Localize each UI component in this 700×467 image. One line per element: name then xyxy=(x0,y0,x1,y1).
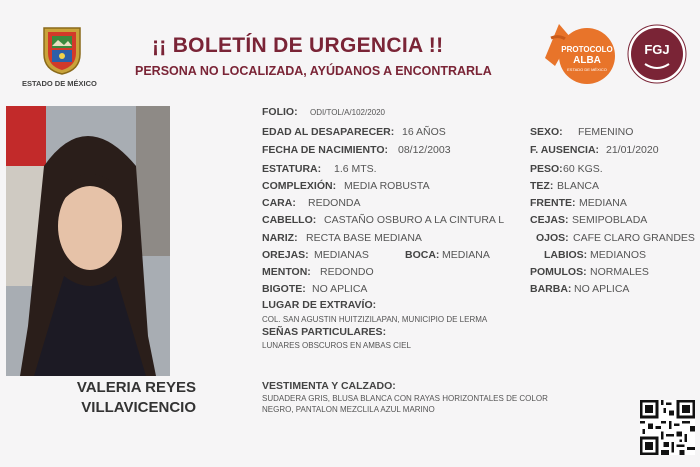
edad-label: EDAD AL DESAPARECER: xyxy=(262,126,395,138)
estatura-label: ESTATURA: xyxy=(262,163,322,175)
barba-value: NO APLICA xyxy=(574,283,630,295)
person-name-line1: VALERIA REYES xyxy=(76,379,196,396)
peso-value: 60 KGS. xyxy=(563,163,603,175)
extravio-label: LUGAR DE EXTRAVÍO: xyxy=(262,299,377,311)
missing-person-photo xyxy=(6,106,170,376)
cara-label: CARA: xyxy=(262,197,296,209)
cejas-value: SEMIPOBLADA xyxy=(572,214,648,226)
qr-code-icon[interactable] xyxy=(640,400,695,455)
tez-label: TEZ: xyxy=(530,180,554,192)
peso-label: PESO: xyxy=(530,163,563,175)
cejas-label: CEJAS: xyxy=(530,214,569,226)
nariz-value: RECTA BASE MEDIANA xyxy=(306,232,422,244)
estatura-value: 1.6 MTS. xyxy=(334,163,377,175)
pomulos-label: POMULOS: xyxy=(530,266,587,278)
ausencia-value: 21/01/2020 xyxy=(606,144,659,156)
nacimiento-value: 08/12/2003 xyxy=(398,144,451,156)
extravio-value: COL. SAN AGUSTIN HUITZIZILAPAN, MUNICIPIO DE LERMA xyxy=(262,315,488,324)
boca-label: BOCA: xyxy=(405,249,440,261)
folio-label: FOLIO: xyxy=(262,106,298,118)
fgj-logo-icon xyxy=(627,24,687,84)
sexo-label: SEXO: xyxy=(530,126,563,138)
labios-label: LABIOS: xyxy=(544,249,588,261)
nacimiento-label: FECHA DE NACIMIENTO: xyxy=(262,144,388,156)
ausencia-label: F. AUSENCIA: xyxy=(530,144,600,156)
senas-value: LUNARES OBSCUROS EN AMBAS CIEL xyxy=(262,341,411,350)
bulletin-title: ¡¡ BOLETÍN DE URGENCIA !! xyxy=(152,34,444,57)
frente-label: FRENTE: xyxy=(530,197,576,209)
frente-value: MEDIANA xyxy=(579,197,627,209)
labios-value: MEDIANOS xyxy=(590,249,647,261)
boca-value: MEDIANA xyxy=(442,249,490,261)
state-name: ESTADO DE MÉXICO xyxy=(22,79,97,88)
person-name-line2: VILLAVICENCIO xyxy=(81,399,196,416)
cabello-label: CABELLO: xyxy=(262,214,317,226)
ojos-value: CAFE CLARO GRANDES xyxy=(573,232,695,244)
orejas-value: MEDIANAS xyxy=(314,249,369,261)
bigote-value: NO APLICA xyxy=(312,283,368,295)
vestimenta-line2: NEGRO, PANTALON MEZCLILA AZUL MARINO xyxy=(262,405,435,414)
cabello-value: CASTAÑO OSBURO A LA CINTURA L xyxy=(324,214,505,226)
vestimenta-line1: SUDADERA GRIS, BLUSA BLANCA CON RAYAS HORIZONTALES DE COLOR xyxy=(262,394,548,403)
bulletin-subtitle: PERSONA NO LOCALIZADA, AYÚDANOS A ENCONTRARLA xyxy=(135,64,492,78)
barba-label: BARBA: xyxy=(530,283,572,295)
menton-value: REDONDO xyxy=(320,266,374,278)
sexo-value: FEMENINO xyxy=(578,126,634,138)
tez-value: BLANCA xyxy=(557,180,600,192)
orejas-label: OREJAS: xyxy=(262,249,309,261)
complexion-value: MEDIA ROBUSTA xyxy=(344,180,430,192)
protocolo-alba-logo-icon xyxy=(541,18,619,86)
alba-text-2: ALBA xyxy=(573,55,601,66)
complexion-label: COMPLEXIÓN: xyxy=(262,180,337,192)
alba-text-3: ESTADO DE MÉXICO xyxy=(567,67,607,72)
cara-value: REDONDA xyxy=(308,197,361,209)
alba-text-1: PROTOCOLO xyxy=(561,45,613,54)
senas-label: SEÑAS PARTICULARES: xyxy=(262,326,387,338)
menton-label: MENTON: xyxy=(262,266,311,278)
bigote-label: BIGOTE: xyxy=(262,283,306,295)
ojos-label: OJOS: xyxy=(536,232,569,244)
fgj-text: FGJ xyxy=(644,42,670,57)
nariz-label: NARIZ: xyxy=(262,232,298,244)
folio-value: ODI/TOL/A/102/2020 xyxy=(310,108,386,117)
vestimenta-label: VESTIMENTA Y CALZADO: xyxy=(262,380,396,392)
pomulos-value: NORMALES xyxy=(590,266,649,278)
estado-de-mexico-coat-of-arms-icon xyxy=(38,24,86,76)
edad-value: 16 AÑOS xyxy=(402,126,446,138)
